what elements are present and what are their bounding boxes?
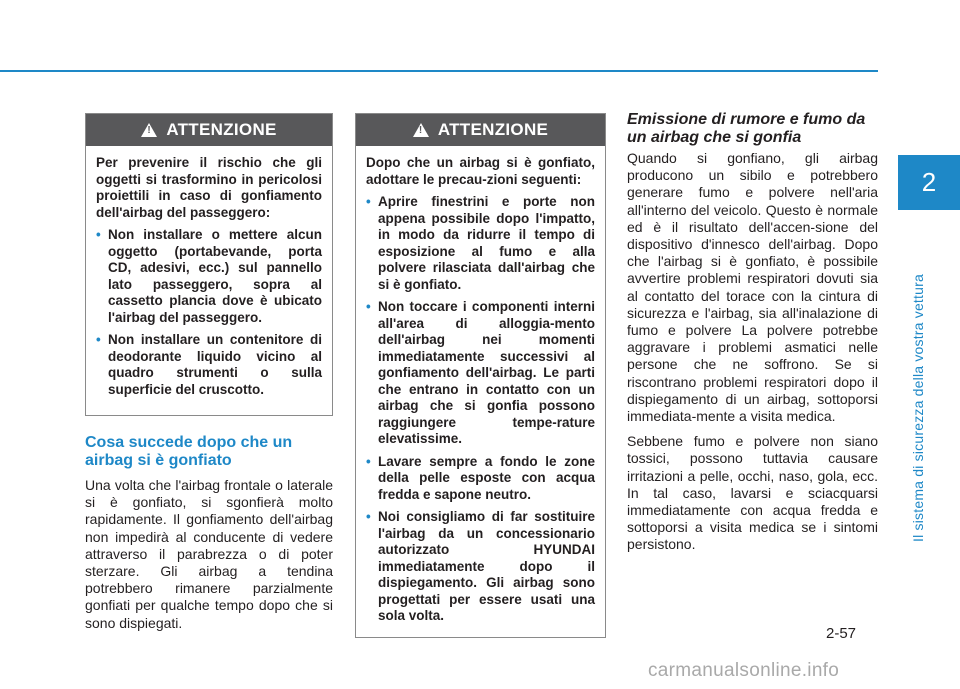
warning-list-item: • Non toccare i componenti interni all'area di alloggia-mento dell'airbag nei momenti immediatamente successivi al gonfiamento dell'airbag. Le parti che entrano in contatto con un airbag che si gonfia possono raggiungere tempe-rature elevatissime. (366, 299, 595, 446)
section-body-noise (627, 150, 878, 562)
warning-header-label: ATTENZIONE (166, 120, 277, 139)
section-heading-inflated: Cosa succede dopo che un airbag si è gonfiato (85, 434, 293, 469)
warning-header (86, 114, 332, 146)
bullet-icon: • (366, 509, 371, 524)
warning-triangle-icon (413, 123, 429, 137)
bullet-icon: • (96, 332, 101, 347)
section-heading-noise: Emissione di rumore e fumo da un airbag che si gonfia (627, 111, 866, 146)
warning-list (366, 194, 595, 625)
warning-header-label: ATTENZIONE (437, 120, 549, 139)
warning-list-item: • Non installare o mettere alcun oggetto (portabevande, porta CD, adesivi, ecc.) sul pannello lato passeggero, sopra al cassetto plancia dove è ubicato l'airbag del passeggero. (96, 227, 322, 325)
warning-intro: Dopo che un airbag si è gonfiato, adottare le precau-zioni seguenti: (366, 155, 595, 187)
paragraph: Sebbene fumo e polvere non siano tossici, possono tuttavia causare irritazioni a pelle, occhi, naso, gola, ecc. In tal caso, lavarsi e sciacquarsi immediatamente con acqua fredda e sottoporsi a visita medica se i sintomi persistono. (627, 433, 878, 553)
warning-header (356, 114, 605, 146)
bullet-icon: • (96, 227, 101, 242)
warning-list (96, 227, 322, 398)
bullet-icon: • (366, 194, 371, 209)
warning-list-item: • Lavare sempre a fondo le zone della pelle esposte con acqua fredda e sapone neutro. (366, 453, 595, 502)
page-number: 2-57 (826, 625, 857, 642)
warning-box-left (85, 113, 333, 416)
warning-body (356, 146, 605, 625)
header-rule (0, 70, 878, 72)
warning-intro: Per prevenire il rischio che gli oggetti si trasformino in pericolosi proiettili in caso di gonfiamento dell'airbag del passeggero: (96, 155, 322, 220)
warning-box-middle (355, 113, 606, 638)
paragraph: Una volta che l'airbag frontale o laterale si è gonfiato, si sgonfierà molto rapidamente. Il gonfiamento dell'airbag non impedirà al conducente di vedere attraverso il parabrezza o di poter sterzare. Gli airbag a tendina potrebbero rimanere parzialmente gonfiati per qualche tempo dopo che si sono dispiegati. (85, 477, 333, 631)
warning-list-item: • Aprire finestrini e porte non appena possibile dopo l'impatto, in modo da ridurre il tempo di esposizione al fumo e alla polvere rilasciata dall'airbag che si è gonfiato. (366, 194, 595, 292)
chapter-side-title: Il sistema di sicurezza della vostra vettura (910, 274, 926, 542)
section-body-inflated (85, 477, 333, 640)
warning-body (86, 146, 332, 398)
bullet-icon: • (366, 453, 371, 469)
watermark: carmanualsonline.info (648, 660, 840, 681)
warning-list-item: • Noi consigliamo di far sostituire l'airbag da un concessionario autorizzato HYUNDAI immediatamente dopo il dispiegamento. Gli airbag sono progettati per essere usati una sola volta. (366, 509, 595, 623)
paragraph: Quando si gonfiano, gli airbag producono un sibilo e potrebbero generare fumo e polvere nell'aria all'interno del veicolo. Questo è normale ed è il risultato dell'accen-sione del dispositivo d'innesco dell'airbag. Dopo che l'airbag si è gonfiato, è possibile avvertire problemi respiratori dovuti sia al contatto del torace con la cintura di sicurezza e l'airbag, sia all'inalazione di fumo e polvere La polvere potrebbe aggravare i problemi asmatici nelle persone che ne soffrono. Se si riscontrano problemi respiratori dopo il dispiegamento di un airbag, sottoporsi immediata-mente a visita medica. (627, 150, 878, 425)
warning-list-item: • Non installare un contenitore di deodorante liquido vicino al quadro strumenti o sulla superficie del cruscotto. (96, 332, 322, 397)
chapter-number-tab: 2 (898, 155, 960, 210)
bullet-icon: • (366, 299, 371, 314)
warning-triangle-icon (141, 123, 157, 137)
